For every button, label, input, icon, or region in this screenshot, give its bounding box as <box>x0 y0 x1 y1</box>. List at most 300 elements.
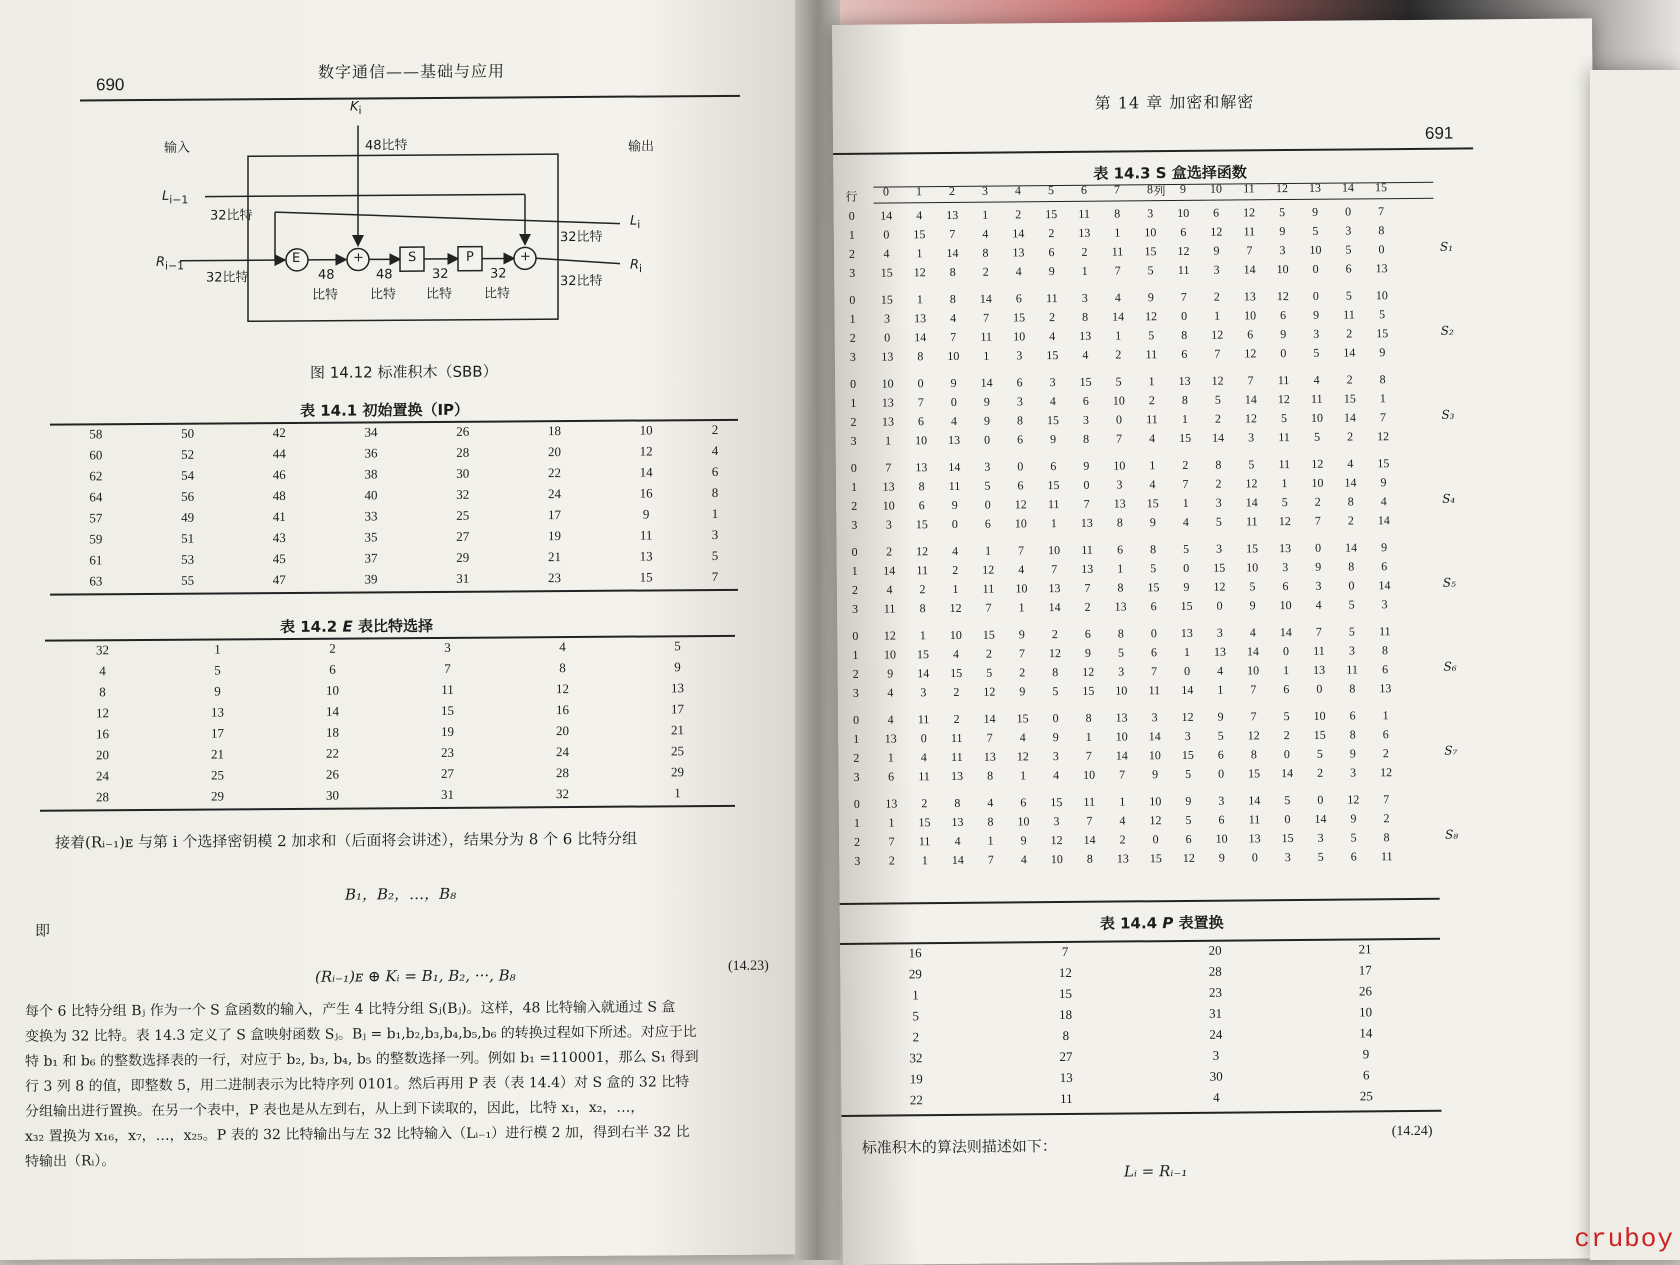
table-cell: 14 <box>970 374 1003 393</box>
table-cell: 41 <box>233 506 325 528</box>
table-cell: 12 <box>505 678 620 700</box>
table-cell: 12 <box>1367 427 1400 446</box>
li-label: $L_i$ <box>630 214 640 232</box>
table-cell: 24 <box>509 483 601 505</box>
table-cell: 10 <box>1103 456 1136 475</box>
table-cell: 7 <box>1101 261 1134 280</box>
table-cell: 15 <box>1072 682 1105 701</box>
table-cell: 13 <box>1069 327 1102 346</box>
table-cell: 2 <box>838 665 874 684</box>
table-cell: 28 <box>417 441 509 463</box>
table-cell: 12 <box>903 263 936 282</box>
table-cell: 12 <box>1134 307 1167 326</box>
table-cell: 2 <box>275 637 390 659</box>
table-cell: 7 <box>973 729 1006 748</box>
table-cell: 7 <box>974 851 1007 870</box>
table3-col-header: 14 <box>1331 180 1364 202</box>
table-cell: 7 <box>1138 662 1171 681</box>
paragraph-2-line: 行 3 列 8 的值，即整数 5，用二进制表示为比特序列 0101。然后再用 P 表（表 14.4）对 S 盒的 32 比特 <box>25 1070 785 1100</box>
table-cell: 0 <box>1170 559 1203 578</box>
table-cell: 6 <box>1035 243 1068 262</box>
table-cell: 15 <box>600 566 692 588</box>
table-cell: 5 <box>1332 286 1365 305</box>
table-cell: 11 <box>1167 261 1200 280</box>
table-cell: 6 <box>275 658 390 680</box>
table-cell: 1 <box>969 206 1002 225</box>
table-cell: 4 <box>939 645 972 664</box>
table-cell: 7 <box>990 940 1140 962</box>
table-cell: 24 <box>45 765 160 787</box>
table-cell: 15 <box>1134 242 1167 261</box>
table-cell: 2 <box>1200 288 1233 307</box>
table-cell: 5 <box>1170 540 1203 559</box>
table-cell: 3 <box>1304 829 1337 848</box>
table-cell: 0 <box>1167 307 1200 326</box>
table-cell: 6 <box>1205 810 1238 829</box>
table-cell: 0 <box>907 729 940 748</box>
table-cell: 11 <box>907 767 940 786</box>
table-cell: 8 <box>505 657 620 679</box>
table-cell: 7 <box>904 393 937 412</box>
table4-bottom-rule <box>842 1110 1442 1117</box>
table-cell: 4 <box>903 206 936 225</box>
table-cell: 0 <box>839 795 875 814</box>
table-cell: 14 <box>1073 831 1106 850</box>
table-cell: 3 <box>1336 763 1369 782</box>
equation-14-24: Lᵢ = Rᵢ₋₁ <box>1124 1162 1187 1181</box>
table-cell: 5 <box>1135 326 1168 345</box>
table-cell: 15 <box>1271 829 1304 848</box>
table-cell: 2 <box>1301 493 1334 512</box>
bt1-label: 比特 <box>312 284 338 303</box>
table-cell: 11 <box>1233 222 1266 241</box>
table-cell: 14 <box>600 461 692 483</box>
table-cell: 1 <box>1366 389 1399 408</box>
table-cell: 12 <box>1201 372 1234 391</box>
table-cell: 11 <box>1332 305 1365 324</box>
table-cell: 8 <box>1365 221 1398 240</box>
table-cell: 0 <box>835 375 871 394</box>
table-cell: 2 <box>1169 456 1202 475</box>
table-cell: 1 <box>906 626 939 645</box>
table-cell: 6 <box>1369 725 1402 744</box>
table-cell: 5 <box>1301 428 1334 447</box>
table-cell: 11 <box>1235 512 1268 531</box>
table-cell: 20 <box>45 744 160 766</box>
table-cell: 4 <box>941 832 974 851</box>
table-cell: 12 <box>1369 763 1402 782</box>
table-cell: 0 <box>836 459 872 478</box>
table-cell: 48 <box>233 485 325 507</box>
table-cell: 13 <box>905 458 938 477</box>
table-cell: 15 <box>1137 578 1170 597</box>
table-cell: 15 <box>1136 494 1169 513</box>
table-cell: 12 <box>1233 203 1266 222</box>
table-cell: 6 <box>1104 540 1137 559</box>
table-cell: 7 <box>937 328 970 347</box>
table-cell: 15 <box>1037 476 1070 495</box>
table-cell: 15 <box>1169 429 1202 448</box>
bits32-d-label: 32比特 <box>560 270 603 289</box>
table-cell: 10 <box>1005 579 1038 598</box>
table-cell: 0 <box>837 543 873 562</box>
table-cell: 12 <box>1234 344 1267 363</box>
table-cell: 9 <box>1205 848 1238 867</box>
table-cell: 13 <box>1038 579 1071 598</box>
table-cell: 13 <box>871 347 904 366</box>
table-cell: 3 <box>1138 708 1171 727</box>
table-cell: 3 <box>1202 494 1235 513</box>
table-cell: 1 <box>903 244 936 263</box>
table3-col-header: 5 <box>1034 183 1067 205</box>
table-cell: 45 <box>233 548 325 570</box>
table-cell: 13 <box>1105 708 1138 727</box>
table-cell: 14 <box>1238 791 1271 810</box>
table-cell: 3 <box>1302 577 1335 596</box>
table-cell: 0 <box>1303 680 1336 699</box>
paragraph-2 <box>25 995 785 1175</box>
table-cell: 10 <box>905 431 938 450</box>
E-label: E <box>292 251 300 266</box>
table-cell: 0 <box>1332 202 1365 221</box>
table-cell: 2 <box>841 1026 991 1048</box>
table-cell: 29 <box>160 785 275 807</box>
table-cell: 14 <box>1269 623 1302 642</box>
table-cell: 0 <box>1102 410 1135 429</box>
table-cell: 11 <box>907 710 940 729</box>
table-cell: 9 <box>1070 457 1103 476</box>
table-cell: 1 <box>939 580 972 599</box>
bits32-c-label: 32比特 <box>206 266 249 285</box>
table-cell: 1 <box>908 851 941 870</box>
table-cell: 7 <box>1366 408 1399 427</box>
table-cell: 3 <box>390 636 505 658</box>
table-cell: 10 <box>1138 746 1171 765</box>
table-cell: 15 <box>1236 539 1269 558</box>
table-cell: 63 <box>50 570 142 592</box>
table-cell: 5 <box>620 635 735 657</box>
table-cell: 11 <box>1268 455 1301 474</box>
table-cell: 14 <box>1138 727 1171 746</box>
table-cell: 12 <box>990 961 1140 983</box>
table-cell: 1 <box>874 748 907 767</box>
n48a-label: 48 <box>318 268 335 283</box>
table-cell: 7 <box>1302 623 1335 642</box>
table-cell: 9 <box>1006 682 1039 701</box>
table3-col-header: 6 <box>1067 183 1100 205</box>
table-cell: 4 <box>1036 392 1069 411</box>
table-cell: 4 <box>1136 475 1169 494</box>
table-cell: 0 <box>1270 745 1303 764</box>
table-cell: 6 <box>1037 457 1070 476</box>
table-cell: 1 <box>839 814 875 833</box>
table-cell: 6 <box>1002 289 1035 308</box>
table-cell: 6 <box>904 412 937 431</box>
table-cell: 0 <box>1004 457 1037 476</box>
table-cell: 1 <box>1104 559 1137 578</box>
table-cell: 2 <box>908 794 941 813</box>
table-cell: 17 <box>620 698 735 720</box>
table-cell: 9 <box>1037 430 1070 449</box>
table-cell: 15 <box>1303 726 1336 745</box>
watermark: cruboy <box>1574 1224 1674 1254</box>
table-cell: 14 <box>873 561 906 580</box>
table-cell: 9 <box>970 412 1003 431</box>
table-cell: 12 <box>939 599 972 618</box>
table-cell: 3 <box>1200 261 1233 280</box>
table-cell: 7 <box>1073 812 1106 831</box>
table-cell: 8 <box>936 263 969 282</box>
table-cell: 1 <box>903 290 936 309</box>
table-cell: 8 <box>1368 641 1401 660</box>
table-cell: 10 <box>1072 766 1105 785</box>
table-cell: 0 <box>1171 662 1204 681</box>
table-cell: 12 <box>600 440 692 462</box>
table-cell: 8 <box>1103 513 1136 532</box>
table-cell: 1 <box>1068 262 1101 281</box>
table-cell: 15 <box>1139 849 1172 868</box>
table-cell: 1 <box>1204 680 1237 699</box>
table-cell: 10 <box>1040 850 1073 869</box>
table-cell: 39 <box>325 568 417 590</box>
table-cell: 7 <box>1005 644 1038 663</box>
table-cell: 0 <box>1267 344 1300 363</box>
table-cell: 6 <box>1069 392 1102 411</box>
table-cell: 14 <box>941 851 974 870</box>
table-cell: 29 <box>840 963 990 985</box>
sbox-label: S₄ <box>1442 492 1455 506</box>
table-cell: 34 <box>325 421 417 443</box>
table-cell: 23 <box>1140 981 1290 1003</box>
table-cell: 1 <box>1136 456 1169 475</box>
table3-col-header: 7 <box>1100 182 1133 204</box>
table-cell: 16 <box>505 699 620 721</box>
table-cell: 0 <box>870 225 903 244</box>
table-cell: 15 <box>1367 454 1400 473</box>
table-cell: 5 <box>1201 391 1234 410</box>
table-cell: 8 <box>974 813 1007 832</box>
table-cell: 15 <box>1006 709 1039 728</box>
table-cell: 0 <box>1238 848 1271 867</box>
table-cell: 31 <box>1141 1002 1291 1024</box>
table-cell: 12 <box>1237 726 1270 745</box>
table-cell: 3 <box>838 768 874 787</box>
table-cell: 25 <box>1291 1085 1441 1107</box>
table-cell: 1 <box>970 347 1003 366</box>
table-cell: 14 <box>1038 598 1071 617</box>
table-cell: 5 <box>841 1005 991 1027</box>
table-cell: 6 <box>1234 325 1267 344</box>
table-cell: 2 <box>834 245 870 264</box>
table-cell: 8 <box>936 290 969 309</box>
table-cell: 50 <box>142 422 234 444</box>
table-cell: 9 <box>1367 473 1400 492</box>
table-cell: 0 <box>1203 596 1236 615</box>
table-cell: 3 <box>1205 791 1238 810</box>
table-cell: 0 <box>938 515 971 534</box>
table-cell: 47 <box>233 569 325 591</box>
table-cell: 21 <box>1290 938 1440 960</box>
table-cell: 3 <box>1335 641 1368 660</box>
table-cell: 13 <box>1168 372 1201 391</box>
table-cell: 3 <box>872 515 905 534</box>
table-cell: 3 <box>692 524 738 545</box>
table-cell: 2 <box>940 683 973 702</box>
table-cell: 10 <box>1300 409 1333 428</box>
table-cell: 1 <box>875 813 908 832</box>
table-cell: 57 <box>50 507 142 529</box>
table-cell: 12 <box>1072 663 1105 682</box>
table-cell: 9 <box>1267 325 1300 344</box>
table-cell: 19 <box>509 525 601 547</box>
table-cell: 6 <box>1270 680 1303 699</box>
table-cell: 2 <box>1002 205 1035 224</box>
table-cell: 24 <box>1141 1023 1291 1045</box>
table-cell: 11 <box>1336 660 1369 679</box>
table-cell: 12 <box>1171 708 1204 727</box>
table-cell: 2 <box>835 329 871 348</box>
table-cell: 10 <box>600 419 692 441</box>
table-cell: 15 <box>906 645 939 664</box>
table-cell: 9 <box>1170 578 1203 597</box>
table-cell: 20 <box>1140 939 1290 961</box>
equation-14-24-number: (14.24) <box>1392 1124 1433 1140</box>
table-cell: 5 <box>1134 261 1167 280</box>
n32b-label: 32 <box>490 266 507 281</box>
table-cell: 6 <box>1172 830 1205 849</box>
table-cell: 1 <box>692 503 738 524</box>
table-cell: 13 <box>875 794 908 813</box>
table-cell: 15 <box>1170 597 1203 616</box>
table-cell: 5 <box>1266 203 1299 222</box>
table-cell: 5 <box>1303 745 1336 764</box>
table3-col-header: 1 <box>902 184 935 206</box>
table-cell: 13 <box>936 206 969 225</box>
table-cell: 5 <box>1172 811 1205 830</box>
table-cell: 2 <box>692 419 738 440</box>
table-cell: 4 <box>974 794 1007 813</box>
table-cell: 12 <box>906 542 939 561</box>
table-cell: 11 <box>1268 428 1301 447</box>
table-cell: 13 <box>600 545 692 567</box>
right-page <box>832 18 1603 1265</box>
table-cell: 2 <box>972 645 1005 664</box>
table-cell: 13 <box>903 309 936 328</box>
table-cell: 30 <box>275 784 390 806</box>
table-cell: 8 <box>905 477 938 496</box>
table-cell: 11 <box>1101 242 1134 261</box>
table-cell: 13 <box>1233 287 1266 306</box>
table-cell: 3 <box>907 683 940 702</box>
table-cell: 15 <box>1237 764 1270 783</box>
table-cell: 1 <box>1106 792 1139 811</box>
bt2-label: 比特 <box>370 283 396 302</box>
table-cell: 7 <box>1233 241 1266 260</box>
table-cell: 0 <box>1365 240 1398 259</box>
table-cell: 14 <box>1235 493 1268 512</box>
table-cell: 12 <box>1200 223 1233 242</box>
table-cell: 9 <box>1005 625 1038 644</box>
table-cell: 3 <box>1134 204 1167 223</box>
sbox-label: S₇ <box>1444 744 1457 758</box>
table-cell: 2 <box>1106 830 1139 849</box>
table3-col-header: 4 <box>1001 183 1034 205</box>
table-cell: 5 <box>1365 305 1398 324</box>
table-cell: 4 <box>1169 513 1202 532</box>
xor2-label: + <box>520 249 531 264</box>
table-cell: 10 <box>1205 829 1238 848</box>
table-cell: 11 <box>1238 810 1271 829</box>
table-cell: 9 <box>970 393 1003 412</box>
table-cell: 8 <box>1137 540 1170 559</box>
table-cell: 6 <box>1204 745 1237 764</box>
table-cell: 8 <box>1168 391 1201 410</box>
table-cell: 8 <box>1366 370 1399 389</box>
table-cell: 2 <box>1035 308 1068 327</box>
table-cell: 2 <box>939 561 972 580</box>
ri-1-label: $R_{i-1}$ <box>156 255 184 273</box>
right-page-number: 691 <box>1425 124 1454 144</box>
table-cell: 10 <box>1291 1001 1441 1023</box>
table-cell: 4 <box>1006 728 1039 747</box>
table-cell: 58 <box>50 423 142 445</box>
table-cell: 15 <box>990 982 1140 1004</box>
table-cell: 32 <box>505 783 620 805</box>
table-cell: 4 <box>1069 346 1102 365</box>
table-cell: 29 <box>620 761 735 783</box>
table-cell: 13 <box>1365 259 1398 278</box>
table-cell: 5 <box>1039 682 1072 701</box>
table-cell: 16 <box>45 723 160 745</box>
table-cell: 22 <box>841 1089 991 1111</box>
table3-col-header: 3 <box>968 184 1001 206</box>
table-cell: 4 <box>1334 454 1367 473</box>
table-cell: 18 <box>509 420 601 442</box>
table-cell: 61 <box>50 549 142 571</box>
table-cell: 11 <box>1370 847 1403 866</box>
table-cell: 7 <box>969 309 1002 328</box>
table4 <box>840 938 1441 1111</box>
sbb-frame <box>248 154 558 321</box>
table-cell: 10 <box>1233 306 1266 325</box>
table-cell: 14 <box>1105 746 1138 765</box>
table-cell: 9 <box>1299 203 1332 222</box>
table-cell: 15 <box>1036 411 1069 430</box>
table-cell: 36 <box>325 442 417 464</box>
paragraph-2-line: 分组输出进行置换。在另一个表中，P 表也是从左到右，从上到下读取的，因此，比特 x₁，x₂，…， <box>25 1095 785 1125</box>
sbox-label: S₈ <box>1445 828 1458 842</box>
table-cell: 6 <box>1007 793 1040 812</box>
table-cell: 2 <box>1102 345 1135 364</box>
table-cell: 7 <box>1103 429 1136 448</box>
table-cell: 0 <box>971 431 1004 450</box>
table-cell: 52 <box>142 443 234 465</box>
table-cell: 62 <box>50 465 142 487</box>
equation-14-23-number: (14.23) <box>728 959 769 975</box>
table-cell: 16 <box>840 942 990 964</box>
table-cell: 0 <box>971 496 1004 515</box>
table-cell: 11 <box>1302 642 1335 661</box>
table-cell: 8 <box>906 599 939 618</box>
table-cell: 14 <box>1334 473 1367 492</box>
table-cell: 8 <box>1068 308 1101 327</box>
table-cell: 13 <box>940 767 973 786</box>
table-cell: 1 <box>834 226 870 245</box>
table-cell: 12 <box>972 561 1005 580</box>
next-page-edge <box>1590 70 1680 1260</box>
sbox-label: S₅ <box>1443 576 1456 590</box>
table-cell: 0 <box>1335 576 1368 595</box>
